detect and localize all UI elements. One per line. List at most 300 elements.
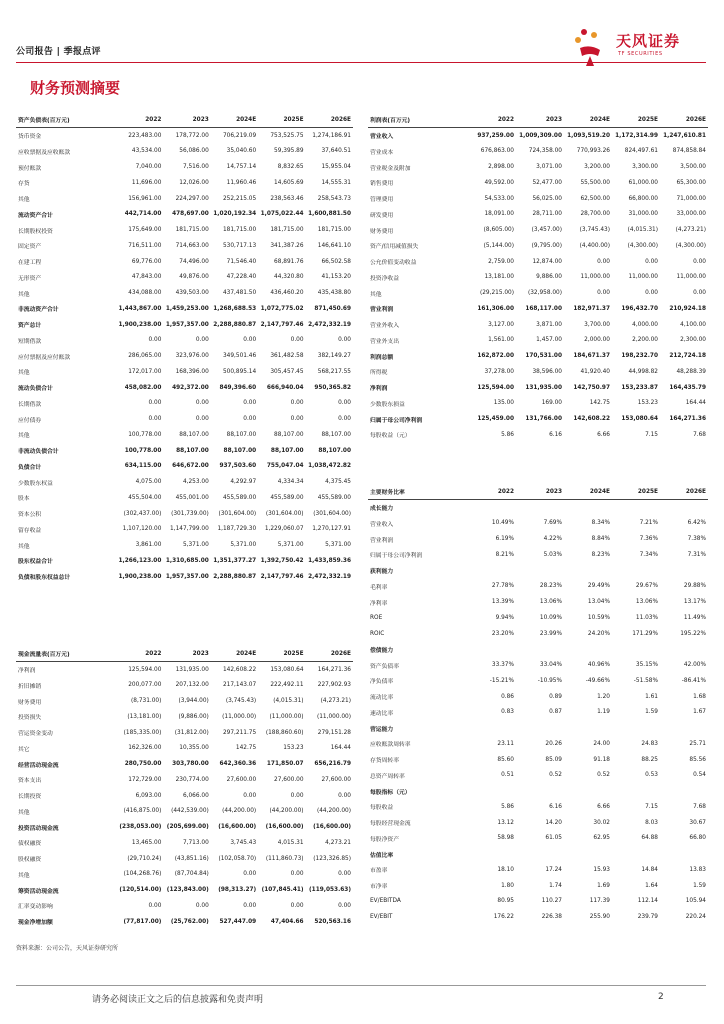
value-cell: 8.84% (591, 536, 610, 543)
table-row (16, 709, 353, 725)
row-label: 营业收入 (370, 521, 394, 528)
value-cell: 1.20 (597, 693, 610, 700)
value-cell: (29,215.00) (479, 290, 514, 297)
row-label: 其他 (18, 433, 30, 440)
value-cell: 14.20 (545, 819, 562, 826)
value-cell: 69,776.00 (131, 258, 162, 265)
table-row (368, 191, 708, 207)
value-cell: 3,745.43 (230, 839, 257, 846)
value-cell (516, 720, 564, 736)
value-cell (564, 563, 612, 579)
value-cell: 74,496.00 (179, 258, 209, 265)
value-cell: 12,026.00 (179, 179, 209, 186)
value-cell: 58.98 (497, 835, 514, 842)
year-header-cell: 2026E (306, 646, 353, 662)
value-cell: 7.69% (543, 520, 562, 527)
value-cell: 1,957,357.00 (165, 321, 209, 328)
value-cell: 11,000.00 (580, 274, 610, 281)
table-row (368, 144, 708, 160)
value-cell: 4,075.00 (135, 479, 162, 486)
table-row (16, 569, 353, 585)
value-cell: 0.52 (549, 772, 562, 779)
year-header-cell: 2024E (564, 484, 612, 500)
value-cell: 4,000.00 (632, 321, 658, 328)
value-cell: 1,459,253.00 (165, 305, 209, 312)
balance-sheet-table (16, 112, 353, 585)
value-cell: 135.00 (493, 400, 514, 407)
value-cell: 23.11 (497, 740, 514, 747)
value-cell: 88,107.00 (226, 431, 257, 438)
header-divider (16, 62, 706, 63)
table-row (368, 238, 708, 254)
value-cell: 1,038,472.82 (308, 463, 351, 470)
value-cell: 434,088.00 (128, 290, 162, 297)
row-label: 销售费用 (370, 181, 394, 188)
row-label: 其他 (18, 291, 30, 298)
table-row (16, 756, 353, 772)
value-cell (564, 500, 612, 516)
table-row (368, 427, 708, 443)
value-cell: 6,093.00 (135, 792, 162, 799)
table-row (16, 207, 353, 223)
value-cell: 297,211.75 (222, 729, 257, 736)
value-cell: 1.59 (645, 709, 658, 716)
row-label: 折旧摊销 (18, 683, 42, 690)
value-cell: 17.24 (545, 866, 562, 873)
table-row (16, 380, 353, 396)
footer-disclaimer: 请务必阅读正文之后的信息披露和免责声明 (92, 995, 264, 1005)
value-cell: 6.19% (495, 536, 514, 543)
value-cell: 64.88 (641, 835, 658, 842)
value-cell: (119,053.63) (309, 887, 351, 894)
value-cell: 168,117.00 (525, 305, 562, 312)
table-row (16, 364, 353, 380)
value-cell: 455,504.00 (128, 494, 162, 501)
value-cell: 0.00 (195, 337, 209, 344)
value-cell: (4,400.00) (579, 242, 610, 249)
table-row (16, 222, 353, 238)
value-cell: 455,001.00 (175, 494, 209, 501)
value-cell: 15,955.04 (321, 164, 351, 171)
value-cell: (9,795.00) (531, 242, 562, 249)
table-row (16, 851, 353, 867)
table-row (368, 207, 708, 223)
row-label: 固定资产 (18, 244, 42, 251)
value-cell: 238,563.46 (270, 195, 304, 202)
table-row (368, 799, 708, 815)
table-row (16, 506, 353, 522)
value-cell: 0.00 (148, 400, 162, 407)
value-cell: 131,935.00 (525, 384, 562, 391)
value-cell: 455,589.00 (317, 494, 351, 501)
table-row (368, 563, 708, 579)
value-cell: 56,086.00 (179, 148, 209, 155)
value-cell: 1,433,859.36 (308, 557, 351, 564)
value-cell: 43,534.00 (131, 148, 162, 155)
value-cell (612, 563, 660, 579)
row-label: 在建工程 (18, 260, 42, 267)
table-row (16, 835, 353, 851)
value-cell: 7,516.00 (182, 164, 209, 171)
value-cell: (16,600.00) (218, 824, 257, 831)
logo-subtext: TF SECURITIES (618, 51, 663, 57)
value-cell (660, 563, 708, 579)
value-cell: 11,000.00 (628, 274, 658, 281)
value-cell: 28,711.00 (532, 211, 562, 218)
value-cell: 9.94% (495, 614, 514, 621)
value-cell: 161,306.00 (477, 305, 514, 312)
table-header-row (16, 646, 353, 662)
value-cell: 258,543.73 (317, 195, 351, 202)
table-row (16, 159, 353, 175)
table-row (368, 862, 708, 878)
value-cell: 0.00 (645, 290, 658, 297)
value-cell: 7.34% (639, 551, 658, 558)
value-cell: 2,200.00 (632, 337, 658, 344)
value-cell: 6,066.00 (182, 792, 209, 799)
row-label: ROIC (370, 630, 385, 637)
row-label: 其他 (18, 809, 30, 816)
row-label: 营运资金变动 (18, 731, 53, 738)
table-row (368, 222, 708, 238)
report-tags: 公司报告 | 季报点评 (16, 47, 101, 57)
value-cell: (4,273.21) (675, 227, 706, 234)
value-cell: 239.79 (637, 914, 658, 921)
value-cell: 33,000.00 (676, 211, 706, 218)
value-cell: 176.22 (493, 914, 514, 921)
footer-divider (16, 985, 706, 986)
value-cell: 0.00 (338, 416, 351, 423)
value-cell: 12,874.00 (532, 258, 562, 265)
value-cell: 164,271.36 (317, 666, 351, 673)
value-cell: 11,000.00 (676, 274, 706, 281)
value-cell: (3,944.00) (178, 698, 209, 705)
table-row (16, 333, 353, 349)
value-cell: 2,898.00 (488, 164, 514, 171)
table-row (368, 500, 708, 516)
row-label: 估值比率 (370, 852, 394, 859)
table-row (16, 914, 353, 930)
table-row (368, 846, 708, 862)
company-logo (572, 26, 702, 66)
row-label: 负债和股东权益总计 (18, 575, 71, 582)
value-cell: 0.00 (195, 902, 209, 909)
value-cell: (16,600.00) (313, 824, 351, 831)
table-row (368, 610, 708, 626)
value-cell: 770,993.26 (576, 148, 610, 155)
table-row (368, 736, 708, 752)
row-label: 非流动资产合计 (18, 307, 59, 314)
value-cell (612, 500, 660, 516)
row-label: 筹资活动现金流 (18, 888, 59, 895)
value-cell: 0.00 (290, 337, 304, 344)
row-label: 资本支出 (18, 778, 42, 785)
value-cell: 0.00 (290, 902, 304, 909)
value-cell: 716,511.00 (128, 242, 162, 249)
value-cell: 874,858.84 (672, 148, 706, 155)
value-cell: 164,271.36 (669, 416, 706, 423)
table-row (16, 144, 353, 160)
value-cell: 47,228.40 (226, 274, 257, 281)
table-row (16, 867, 353, 883)
value-cell: 54,533.00 (484, 195, 514, 202)
table-row (16, 788, 353, 804)
value-cell: 52,477.00 (532, 179, 562, 186)
row-label: 汇率变动影响 (18, 904, 53, 911)
value-cell: 37,640.51 (321, 148, 351, 155)
value-cell (564, 846, 612, 862)
row-label: 负债合计 (18, 464, 42, 471)
table-row (16, 553, 353, 569)
row-label: 应收票据及应收账款 (18, 149, 71, 156)
value-cell: 1,072,775.02 (260, 305, 304, 312)
value-cell (468, 783, 516, 799)
value-cell: 8.21% (495, 551, 514, 558)
value-cell: 1.19 (597, 709, 610, 716)
value-cell: 168,396.00 (175, 368, 209, 375)
value-cell: (301,604.00) (313, 510, 351, 517)
value-cell: 30.67 (689, 819, 706, 826)
table-row (16, 693, 353, 709)
value-cell: (111,860.73) (265, 855, 304, 862)
table-row (368, 159, 708, 175)
value-cell: 13.39% (491, 599, 514, 606)
row-label: 无形资产 (18, 275, 42, 282)
value-cell: 656,216.79 (314, 761, 351, 768)
value-cell: 227,902.93 (317, 682, 351, 689)
year-header-cell: 2025E (258, 646, 305, 662)
value-cell: 1,957,357.00 (165, 573, 209, 580)
value-cell: 100,778.00 (128, 431, 162, 438)
row-label: 每股收益 (370, 805, 394, 812)
table-header-row (16, 112, 353, 128)
row-label: 其他 (18, 872, 30, 879)
value-cell (468, 563, 516, 579)
value-cell: 153,233.87 (621, 384, 658, 391)
value-cell: 568,217.55 (317, 368, 351, 375)
row-label: 营运能力 (370, 726, 394, 733)
table-row (16, 427, 353, 443)
value-cell: 1.61 (645, 693, 658, 700)
value-cell: (77,817.00) (123, 918, 162, 925)
value-cell: 5.03% (543, 551, 562, 558)
value-cell: 642,360.36 (219, 761, 257, 768)
value-cell: 455,589.00 (222, 494, 257, 501)
value-cell: 442,714.00 (124, 211, 162, 218)
value-cell: 105.94 (685, 898, 706, 905)
row-label: 其它 (18, 746, 30, 753)
value-cell: 3,871.00 (536, 321, 562, 328)
value-cell: 11.49% (683, 614, 706, 621)
value-cell: 6.42% (687, 520, 706, 527)
value-cell: 527,447.09 (219, 918, 257, 925)
value-cell: 4,334.34 (277, 479, 304, 486)
value-cell: 200,077.00 (128, 682, 162, 689)
year-header-cell: 2026E (660, 484, 708, 500)
value-cell: 724,358.00 (528, 148, 562, 155)
row-label: 归属于母公司净利润 (370, 553, 423, 560)
value-cell: 88,107.00 (270, 447, 304, 454)
value-cell: 255.90 (589, 914, 610, 921)
value-cell: 1,172,314.99 (615, 132, 658, 139)
value-cell: 80.95 (497, 898, 514, 905)
value-cell: 164,435.79 (669, 384, 706, 391)
table-row (368, 547, 708, 563)
value-cell: 2,000.00 (584, 337, 610, 344)
table-row (16, 301, 353, 317)
value-cell: 3,071.00 (536, 164, 562, 171)
value-cell: 252,215.05 (222, 195, 257, 202)
value-cell: (16,600.00) (265, 824, 304, 831)
value-cell (612, 720, 660, 736)
value-cell: 0.00 (338, 400, 351, 407)
value-cell: (98,313.27) (218, 887, 257, 894)
table-row (16, 537, 353, 553)
row-label: 所得税 (370, 370, 388, 377)
value-cell (660, 783, 708, 799)
value-cell: 162,326.00 (128, 745, 162, 752)
value-cell: 9,886.00 (536, 274, 562, 281)
row-label: 净利率 (370, 600, 388, 607)
table-row (368, 348, 708, 364)
value-cell (564, 783, 612, 799)
value-cell: 2,147,797.46 (260, 573, 304, 580)
value-cell: 492,372.00 (172, 384, 209, 391)
table-row (16, 898, 353, 914)
value-cell: 131,935.00 (175, 666, 209, 673)
row-label: 营业成本 (370, 149, 394, 156)
value-cell (468, 720, 516, 736)
value-cell: 88,107.00 (274, 431, 304, 438)
value-cell: 4,253.00 (182, 479, 209, 486)
row-label: 净负债率 (370, 679, 394, 686)
value-cell: 1,147,799.00 (170, 526, 209, 533)
value-cell: 1,600,881.50 (308, 211, 351, 218)
value-cell: 706,219.09 (222, 132, 257, 139)
value-cell: 181,715.00 (222, 227, 257, 234)
value-cell: 323,976.00 (175, 353, 209, 360)
value-cell: 8,832.65 (277, 164, 304, 171)
table-row (368, 317, 708, 333)
table-row (16, 443, 353, 459)
value-cell: 88.25 (641, 756, 658, 763)
value-cell: 435,438.80 (317, 290, 351, 297)
table-row (368, 531, 708, 547)
value-cell: (107,845.41) (261, 887, 304, 894)
value-cell: 66.80 (689, 835, 706, 842)
value-cell: 171.29% (632, 630, 658, 637)
value-cell: 18,091.00 (484, 211, 514, 218)
value-cell: 29.88% (683, 583, 706, 590)
financial-ratios-table (368, 484, 708, 925)
value-cell: 0.00 (645, 258, 658, 265)
row-label: 净利润 (18, 668, 36, 675)
table-row (368, 878, 708, 894)
value-cell: (13,181.00) (127, 713, 162, 720)
value-cell: 220.24 (685, 914, 706, 921)
value-cell: (44,200.00) (269, 808, 304, 815)
page-number: 2 (658, 992, 664, 1002)
year-header-cell: 2026E (660, 112, 708, 128)
value-cell: (4,300.00) (675, 242, 706, 249)
value-cell: 286,065.00 (128, 353, 162, 360)
table-title-cell: 主要财务比率 (368, 484, 468, 500)
table-row (16, 882, 353, 898)
year-header-cell: 2025E (612, 112, 660, 128)
value-cell: 458,082.00 (124, 384, 162, 391)
table-row (368, 579, 708, 595)
value-cell: 871,450.69 (314, 305, 351, 312)
value-cell (516, 500, 564, 516)
table-row (16, 285, 353, 301)
value-cell: 61,000.00 (628, 179, 658, 186)
value-cell: 125,594.00 (128, 666, 162, 673)
value-cell: 41,153.20 (321, 274, 351, 281)
value-cell: 6.66 (597, 431, 610, 438)
table-row (368, 815, 708, 831)
value-cell: (442,539.00) (171, 808, 209, 815)
year-header-cell: 2023 (163, 112, 210, 128)
value-cell: 24.20% (587, 630, 610, 637)
value-cell: 1,561.00 (488, 337, 514, 344)
value-cell: 184,671.37 (573, 353, 610, 360)
table-row (368, 411, 708, 427)
table-row (16, 474, 353, 490)
value-cell: 49,592.00 (484, 179, 514, 186)
value-cell: 14,555.31 (321, 179, 351, 186)
value-cell: 41,920.40 (580, 368, 610, 375)
value-cell: -49.66% (585, 677, 610, 684)
table-row (16, 396, 353, 412)
value-cell (468, 846, 516, 862)
row-label: 投资损失 (18, 715, 42, 722)
value-cell: 7,713.00 (182, 839, 209, 846)
value-cell: 1,268,688.53 (213, 305, 257, 312)
value-cell: 666,940.04 (266, 384, 304, 391)
value-cell: 131,766.00 (525, 416, 562, 423)
value-cell: 230,774.00 (175, 776, 209, 783)
value-cell: 223,483.00 (128, 132, 162, 139)
value-cell: (3,745.43) (579, 227, 610, 234)
value-cell: 11.03% (635, 614, 658, 621)
value-cell: (4,300.00) (627, 242, 658, 249)
table-row (368, 894, 708, 910)
value-cell: 0.00 (290, 416, 304, 423)
year-header-cell: 2026E (306, 112, 353, 128)
row-label: 每股净资产 (370, 836, 399, 843)
value-cell: (120,514.00) (119, 887, 162, 894)
value-cell: 714,663.00 (175, 242, 209, 249)
value-cell: 15.93 (593, 866, 610, 873)
value-cell: 0.00 (243, 337, 257, 344)
value-cell: 27,600.00 (321, 776, 351, 783)
row-label: 少数股东损益 (370, 401, 405, 408)
value-cell: 4,375.45 (325, 479, 351, 486)
table-row (16, 270, 353, 286)
value-cell: 7.36% (639, 536, 658, 543)
value-cell: 13.83 (689, 866, 706, 873)
value-cell: 10.49% (491, 520, 514, 527)
row-label: 资产负债率 (370, 663, 399, 670)
value-cell: 88,107.00 (318, 447, 351, 454)
value-cell: 2,472,332.19 (308, 321, 351, 328)
table-row (368, 128, 708, 144)
value-cell: 0.00 (693, 290, 706, 297)
value-cell: 226.38 (541, 914, 562, 921)
row-label: 营业税金及附加 (370, 165, 411, 172)
value-cell: 6.66 (597, 803, 610, 810)
value-cell: 0.00 (243, 416, 257, 423)
